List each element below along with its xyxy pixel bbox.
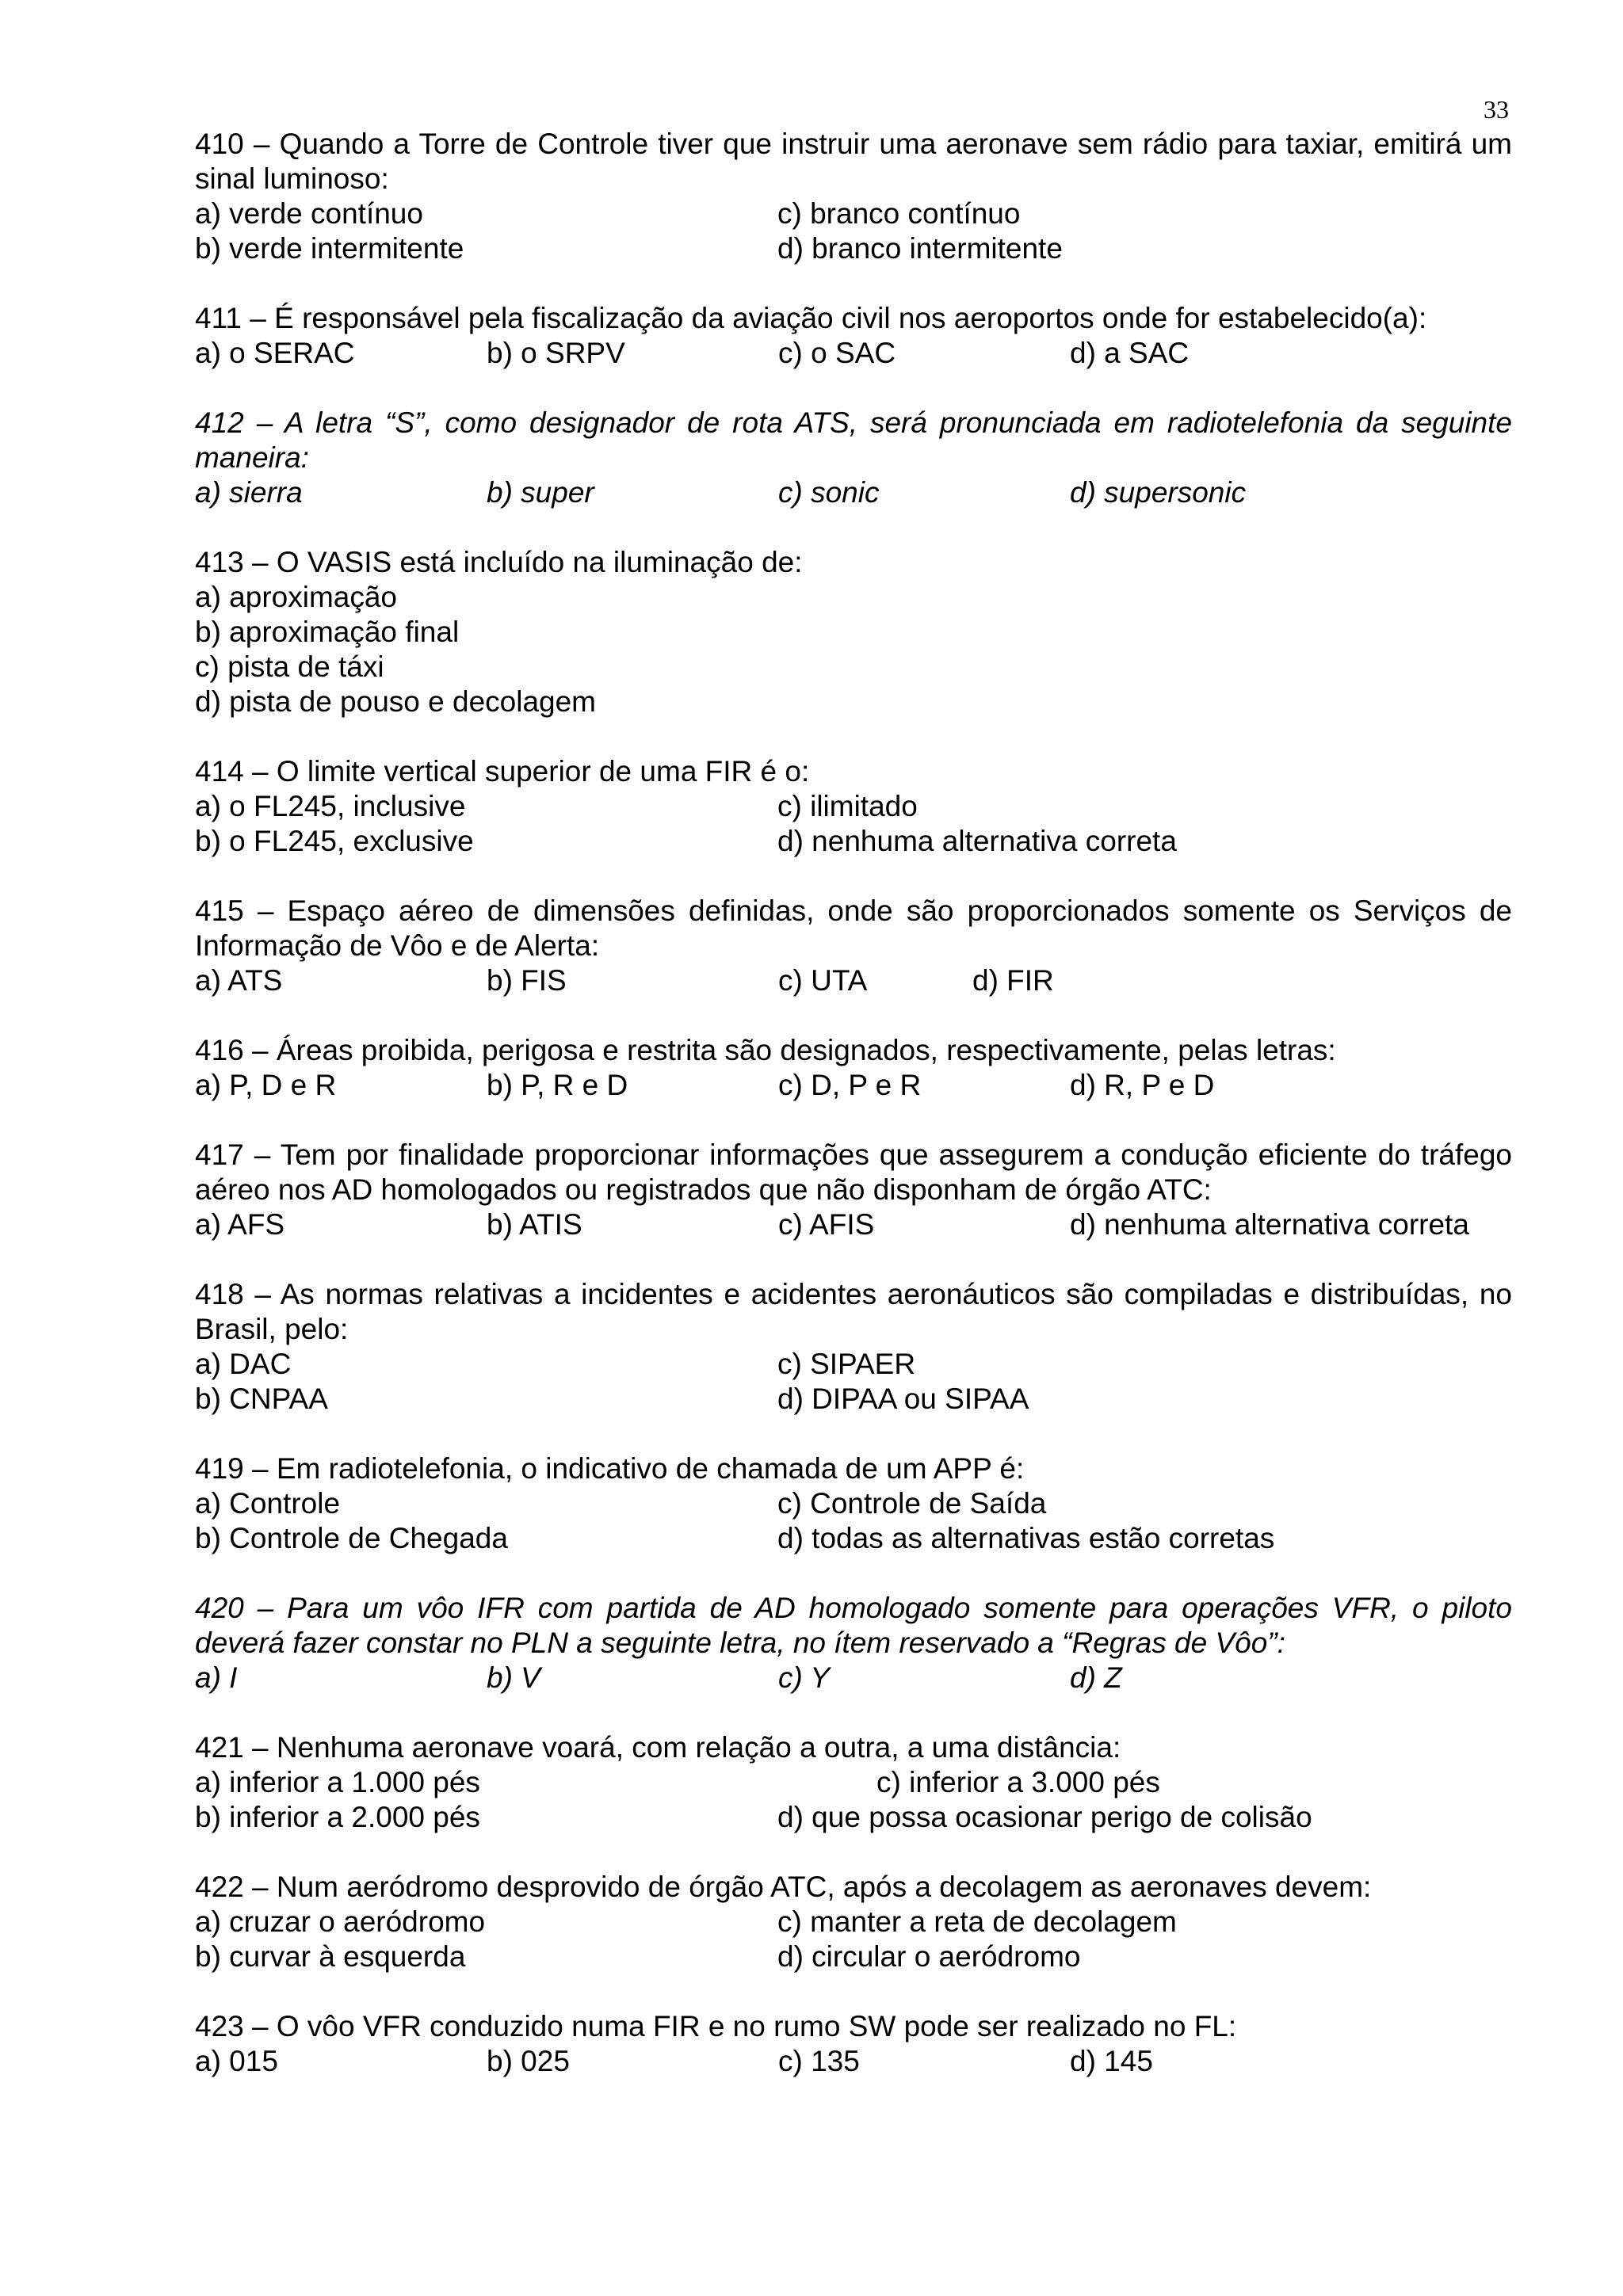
question-423 (195, 2009, 1512, 2079)
option-d: d) R, P e D (1070, 1069, 1215, 1101)
options-row (195, 2044, 1512, 2079)
question-411 (195, 301, 1512, 371)
option-a: a) DAC (195, 1348, 292, 1380)
option-b: b) Controle de Chegada (195, 1522, 508, 1554)
option-b: b) verde intermitente (195, 232, 464, 265)
page-number: 33 (1484, 95, 1509, 124)
question-stem: 414 – O limite vertical superior de uma FIR é o: (195, 755, 810, 788)
option-c: c) ilimitado (777, 790, 918, 822)
question-421 (195, 1730, 1512, 1835)
option-d: d) pista de pouso e decolagem (195, 685, 597, 718)
options-row (195, 685, 1512, 719)
question-stem: 412 – A letra “S”, como designador de rota ATS, será pronunciada em radiotelefonia da seguinte maneira: (195, 406, 1512, 474)
options-row (195, 1661, 1512, 1695)
option-a: a) o FL245, inclusive (195, 790, 466, 822)
options-row (195, 824, 1512, 859)
options-row (195, 1382, 1512, 1417)
option-d: d) que possa ocasionar perigo de colisão (777, 1801, 1312, 1833)
option-d: d) nenhuma alternativa correta (777, 825, 1177, 857)
option-c: c) UTA (778, 964, 868, 997)
question-420 (195, 1591, 1512, 1695)
question-416 (195, 1033, 1512, 1103)
option-b: b) o SRPV (487, 337, 625, 369)
option-a: a) verde contínuo (195, 197, 423, 230)
options-row (195, 1068, 1512, 1103)
option-b: b) V (487, 1661, 540, 1694)
options-row (195, 196, 1512, 231)
question-417 (195, 1138, 1512, 1242)
option-c: c) manter a reta de decolagem (777, 1905, 1177, 1938)
options-row (195, 580, 1512, 615)
question-stem: 422 – Num aeródromo desprovido de órgão ATC, após a decolagem as aeronaves devem: (195, 1871, 1372, 1903)
option-b: b) 025 (487, 2045, 570, 2077)
options-row (195, 1905, 1512, 1939)
option-a: a) I (195, 1661, 238, 1694)
option-b: b) ATIS (487, 1208, 582, 1241)
option-b: b) super (487, 476, 594, 509)
option-d: d) DIPAA ou SIPAA (777, 1383, 1029, 1415)
question-413 (195, 545, 1512, 719)
options-row (195, 1486, 1512, 1521)
options-row (195, 1939, 1512, 1974)
option-b: b) FIS (487, 964, 567, 997)
options-row (195, 650, 1512, 685)
options-row (195, 1521, 1512, 1556)
option-c: c) pista de táxi (195, 650, 384, 683)
question-418 (195, 1277, 1512, 1417)
question-stem: 419 – Em radiotelefonia, o indicativo de chamada de um APP é: (195, 1452, 1025, 1485)
option-c: c) inferior a 3.000 pés (876, 1766, 1160, 1798)
question-stem: 421 – Nenhuma aeronave voará, com relação a outra, a uma distância: (195, 1731, 1121, 1764)
option-c: c) o SAC (778, 337, 896, 369)
option-a: a) AFS (195, 1208, 285, 1241)
option-a: a) o SERAC (195, 337, 355, 369)
option-d: d) FIR (972, 964, 1054, 997)
question-stem: 418 – As normas relativas a incidentes e acidentes aeronáuticos são compiladas e distribuídas, no Brasil, pelo: (195, 1278, 1512, 1345)
option-d: d) supersonic (1070, 476, 1247, 509)
option-a: a) 015 (195, 2045, 278, 2077)
option-b: b) aproximação final (195, 616, 460, 648)
question-stem: 410 – Quando a Torre de Controle tiver que instruir uma aeronave sem rádio para taxiar, emitirá um sinal luminoso: (195, 128, 1512, 195)
question-stem: 423 – O vôo VFR conduzido numa FIR e no rumo SW pode ser realizado no FL: (195, 2010, 1237, 2042)
option-a: a) aproximação (195, 581, 398, 613)
question-410 (195, 127, 1512, 266)
option-d: d) nenhuma alternativa correta (1070, 1208, 1469, 1241)
option-b: b) P, R e D (487, 1069, 628, 1101)
option-c: c) AFIS (778, 1208, 875, 1241)
question-stem: 411 – É responsável pela fiscalização da aviação civil nos aeroportos onde for estabelecido(a): (195, 302, 1427, 334)
options-row (195, 1207, 1512, 1242)
question-stem: 415 – Espaço aéreo de dimensões definidas, onde são proporcionados somente os Serviços de Informação de Vôo e de Alerta: (195, 894, 1512, 962)
option-c: c) SIPAER (777, 1348, 916, 1380)
option-c: c) Y (778, 1661, 831, 1694)
options-row (195, 1765, 1512, 1800)
option-b: b) curvar à esquerda (195, 1940, 466, 1973)
options-row (195, 1347, 1512, 1382)
option-a: a) inferior a 1.000 pés (195, 1766, 480, 1798)
question-stem: 413 – O VASIS está incluído na iluminação de: (195, 546, 803, 578)
option-d: d) a SAC (1070, 337, 1190, 369)
question-stem: 417 – Tem por finalidade proporcionar informações que assegurem a condução eficiente do tráfego aéreo nos AD homologados ou registrados que não disponham de órgão ATC: (195, 1138, 1512, 1206)
option-a: a) P, D e R (195, 1069, 337, 1101)
option-d: d) circular o aeródromo (777, 1940, 1081, 1973)
option-a: a) cruzar o aeródromo (195, 1905, 486, 1938)
questions-list (195, 127, 1512, 2114)
options-row (195, 963, 1512, 998)
options-row (195, 231, 1512, 266)
question-stem: 416 – Áreas proibida, perigosa e restrita são designados, respectivamente, pelas letras: (195, 1034, 1336, 1066)
options-row (195, 789, 1512, 824)
options-row (195, 336, 1512, 371)
option-c: c) sonic (778, 476, 880, 509)
options-row (195, 475, 1512, 510)
option-a: a) ATS (195, 964, 283, 997)
option-c: c) D, P e R (778, 1069, 922, 1101)
option-c: c) 135 (778, 2045, 860, 2077)
option-d: d) Z (1070, 1661, 1122, 1694)
question-414 (195, 754, 1512, 859)
option-a: a) Controle (195, 1487, 341, 1520)
option-c: c) branco contínuo (777, 197, 1021, 230)
option-c: c) Controle de Saída (777, 1487, 1047, 1520)
question-419 (195, 1451, 1512, 1556)
option-b: b) inferior a 2.000 pés (195, 1801, 480, 1833)
question-415 (195, 894, 1512, 998)
options-row (195, 1800, 1512, 1835)
question-stem: 420 – Para um vôo IFR com partida de AD homologado somente para operações VFR, o piloto deverá fazer constar no PLN a seguinte letra, no ítem reservado a “Regras de Vôo”: (195, 1592, 1512, 1659)
option-b: b) o FL245, exclusive (195, 825, 474, 857)
options-row (195, 615, 1512, 650)
question-412 (195, 406, 1512, 510)
option-d: d) branco intermitente (777, 232, 1063, 265)
option-d: d) 145 (1070, 2045, 1153, 2077)
option-b: b) CNPAA (195, 1383, 328, 1415)
option-a: a) sierra (195, 476, 303, 509)
question-422 (195, 1870, 1512, 1974)
option-d: d) todas as alternativas estão corretas (777, 1522, 1275, 1554)
